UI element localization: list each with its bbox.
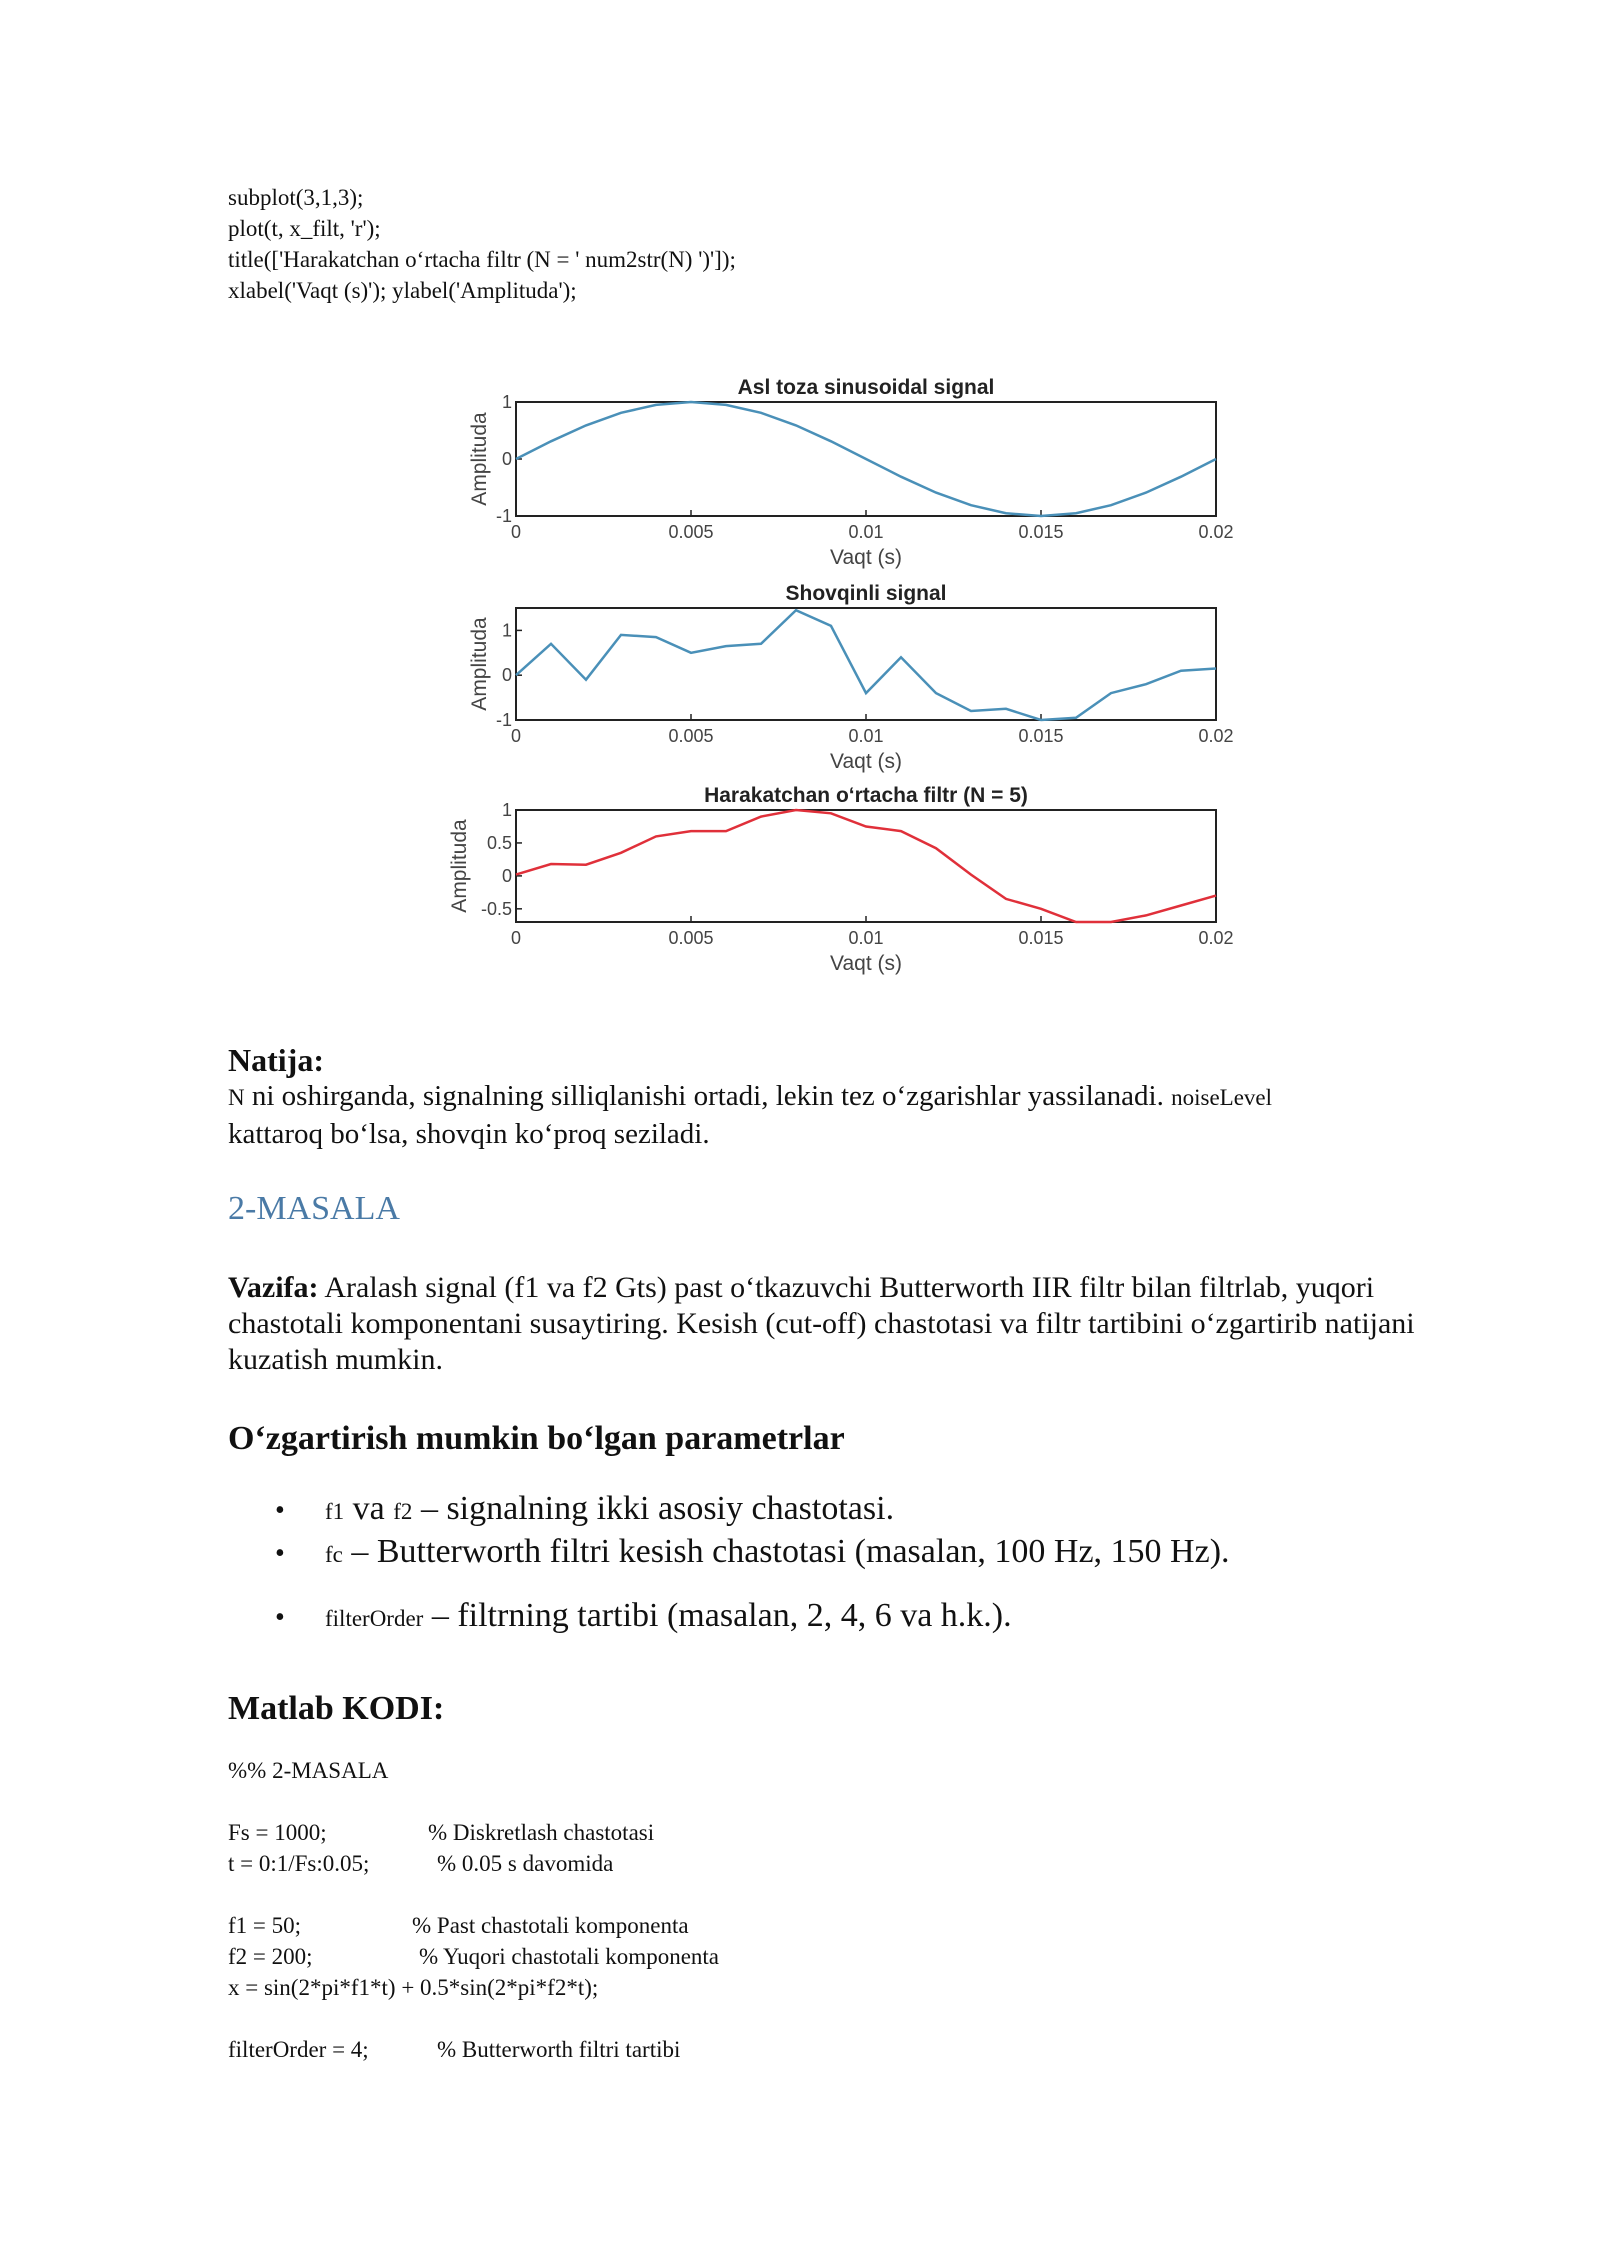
chart-title: Harakatchan o‘rtacha filtr (N = 5) <box>704 784 1028 807</box>
x-tick-label: 0.01 <box>848 726 884 746</box>
result-text-b: kattaroq bo‘lsa, shovqin ko‘proq seziladi. <box>228 1118 710 1150</box>
x-tick-label: 0 <box>510 522 522 542</box>
code-line: title(['Harakatchan o‘rtacha filtr (N = ' num2str(N) ')']); <box>228 247 736 272</box>
y-tick-label: -1 <box>495 506 512 526</box>
x-tick-label: 0.015 <box>1018 522 1064 542</box>
bullet-dot: • <box>275 1602 285 1633</box>
task-text: Aralash signal (f1 va f2 Gts) past o‘tkazuvchi Butterworth IIR filtr bilan filtrlab, yuqori chastotali komponentani susaytiring. Kesish (cut-off) chastotasi va filtr tartibini o‘zgartirib natijani kuzatish mumkin. <box>228 1271 1415 1376</box>
task-label: Vazifa: <box>228 1271 319 1304</box>
bullet-code: filterOrder <box>325 1606 424 1631</box>
x-tick-label: 0.02 <box>1198 726 1234 746</box>
y-tick-label: -1 <box>495 710 512 730</box>
result-n-code: N <box>228 1085 245 1110</box>
x-axis-label: Vaqt (s) <box>830 750 902 773</box>
result-text <box>228 1078 1478 1153</box>
y-tick-label: -0.5 <box>480 898 512 919</box>
y-axis-label: Amplituda <box>448 819 471 913</box>
y-tick-label: 0.5 <box>486 832 512 853</box>
x-tick-label: 0 <box>510 928 522 948</box>
code-line: f1 = 50; <box>228 1913 302 1938</box>
plot-area <box>516 608 1216 720</box>
x-tick-label: 0.015 <box>1018 928 1064 948</box>
code-line: plot(t, x_filt, 'r'); <box>228 216 381 241</box>
x-tick-label: 0 <box>510 726 522 746</box>
code-comment: % Diskretlash chastotasi <box>428 1820 655 1845</box>
code-line: xlabel('Vaqt (s)'); ylabel('Amplituda'); <box>228 278 577 303</box>
code-line: f2 = 200; <box>228 1944 313 1969</box>
x-tick-label: 0.015 <box>1018 726 1064 746</box>
result-text-a: ni oshirganda, signalning silliqlanishi ortadi, lekin tez o‘zgarishlar yassilanadi. <box>244 1080 1172 1112</box>
x-tick-label: 0.02 <box>1198 522 1234 542</box>
code-line: Fs = 1000; <box>228 1820 327 1845</box>
x-tick-label: 0.005 <box>668 522 714 542</box>
result-title: Natija: <box>228 1042 324 1078</box>
code-line: filterOrder = 4; <box>228 2037 369 2062</box>
x-tick-label: 0.005 <box>668 928 714 948</box>
code-comment: % 0.05 s davomida <box>437 1851 614 1876</box>
bullet-code: fc <box>325 1542 343 1567</box>
x-tick-label: 0.01 <box>848 522 884 542</box>
param-bullet <box>275 1597 1012 1635</box>
code-line: x = sin(2*pi*f1*t) + 0.5*sin(2*pi*f2*t); <box>228 1975 599 2000</box>
code-comment: % Yuqori chastotali komponenta <box>419 1944 719 1969</box>
signal-figure <box>430 360 1260 990</box>
bullet-mid: va <box>344 1490 394 1527</box>
matlab-title: Matlab KODI: <box>228 1690 445 1727</box>
bullet-text: – signalning ikki asosiy chastotasi. <box>412 1490 895 1527</box>
x-axis-label: Vaqt (s) <box>830 952 902 975</box>
bullet-dot: • <box>275 1538 285 1569</box>
code-line: %% 2-MASALA <box>228 1758 389 1783</box>
y-tick-label: 0 <box>501 449 512 469</box>
x-tick-label: 0.02 <box>1198 928 1234 948</box>
y-axis-label: Amplituda <box>468 412 491 506</box>
y-tick-label: 0 <box>501 865 512 886</box>
code-line: subplot(3,1,3); <box>228 185 364 210</box>
chart-title: Shovqinli signal <box>785 582 947 605</box>
param-bullet <box>275 1533 1230 1571</box>
bullet-code: f2 <box>393 1499 413 1524</box>
y-tick-label: 1 <box>501 800 512 820</box>
chart-title: Asl toza sinusoidal signal <box>737 376 995 399</box>
y-tick-label: 1 <box>501 392 512 412</box>
code-line: t = 0:1/Fs:0.05; <box>228 1851 370 1876</box>
y-tick-label: 1 <box>501 620 512 641</box>
task-paragraph <box>228 1270 1478 1378</box>
params-title: O‘zgartirish mumkin bo‘lgan parametrlar <box>228 1420 845 1457</box>
bullet-code: f1 <box>325 1499 345 1524</box>
result-noise-code: noiseLevel <box>1171 1085 1273 1110</box>
code-comment: % Butterworth filtri tartibi <box>437 2037 681 2062</box>
param-bullet <box>275 1490 894 1528</box>
bullet-text: – Butterworth filtri kesish chastotasi (masalan, 100 Hz, 150 Hz). <box>342 1533 1230 1570</box>
y-axis-label: Amplituda <box>468 617 491 711</box>
x-tick-label: 0.005 <box>668 726 714 746</box>
x-axis-label: Vaqt (s) <box>830 546 902 569</box>
y-tick-label: 0 <box>501 665 512 686</box>
x-tick-label: 0.01 <box>848 928 884 948</box>
code-comment: % Past chastotali komponenta <box>412 1913 689 1938</box>
bullet-dot: • <box>275 1495 285 1526</box>
section-title: 2-MASALA <box>228 1190 400 1227</box>
bullet-text: – filtrning tartibi (masalan, 2, 4, 6 va h.k.). <box>423 1597 1012 1634</box>
